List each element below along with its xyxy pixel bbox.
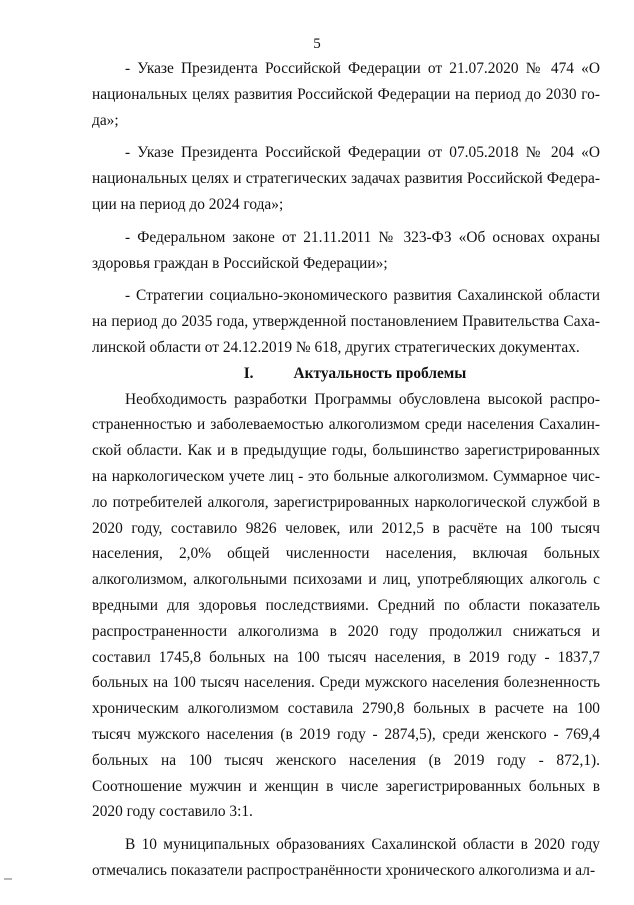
list-item-decree-474: - Указе Президента Российской Федерации от 21.07.2020 № 474 «О национальных целях развития Российской Федерации на период до 2030 года»;: [92, 60, 600, 129]
section-title: Актуальность проблемы: [293, 364, 467, 382]
page-number: 5: [313, 36, 321, 52]
paragraph-relevance: Необходимость разработки Программы обусловлена высокой распространенностью и заболеваемостью алкоголизмом среди населения Сахалинской области. Как и в предыдущие годы, большинство зарегистрированных на наркологическом учете лиц - это больные алкоголизмом. Суммарное число потребителей алкоголя, зарегистрированных наркологической службой в 2020 году, составило 9826 человек, или 2012,5 в расчёте на 100 тысяч населения, 2,0% общей численности населения, включая больных алкоголизмом, алкогольными психозами и лиц, употребляющих алкоголь с вредными для здоровья последствиями. Средний по области показатель распространенности алкоголизма в 2020 году продолжил снижаться и составил 1745,8 больных на 100 тысяч населения, в 2019 году - 1837,7 больных на 100 тысяч населения. Среди мужского населения болезненность хроническим алкоголизмом составила 2790,8 больных в расчете на 100 тысяч мужского населения (в 2019 году - 2874,5), среди женского - 769,4 больных на 100 тысяч женского населения (в 2019 году - 872,1). Соотношение мужчин и женщин в числе зарегистрированных больных в 2020 году составило 3:1.: [92, 390, 600, 821]
list-item-strategy: - Стратегии социально-экономического развития Сахалинской области на период до 2035 года, утвержденной постановлением Правительства Сахалинской области от 24.12.2019 № 618, других стратегических документах.: [92, 287, 600, 356]
list-item-decree-204: - Указе Президента Российской Федерации от 07.05.2018 № 204 «О национальных целях и стратегических задачах развития Российской Федерации на период до 2024 года»;: [92, 144, 600, 213]
section-number: I.: [243, 364, 254, 382]
paragraph-municipalities: В 10 муниципальных образованиях Сахалинской области в 2020 году отмечались показатели распространённости хронического алкоголизма и ал-: [92, 836, 600, 879]
scan-artifact: [4, 878, 12, 880]
list-item-federal-law-323: - Федеральном законе от 21.11.2011 № 323-ФЗ «Об основах охраны здоровья граждан в Российской Федерации»;: [92, 228, 600, 272]
document-body: [92, 56, 600, 884]
section-heading: [92, 361, 600, 387]
